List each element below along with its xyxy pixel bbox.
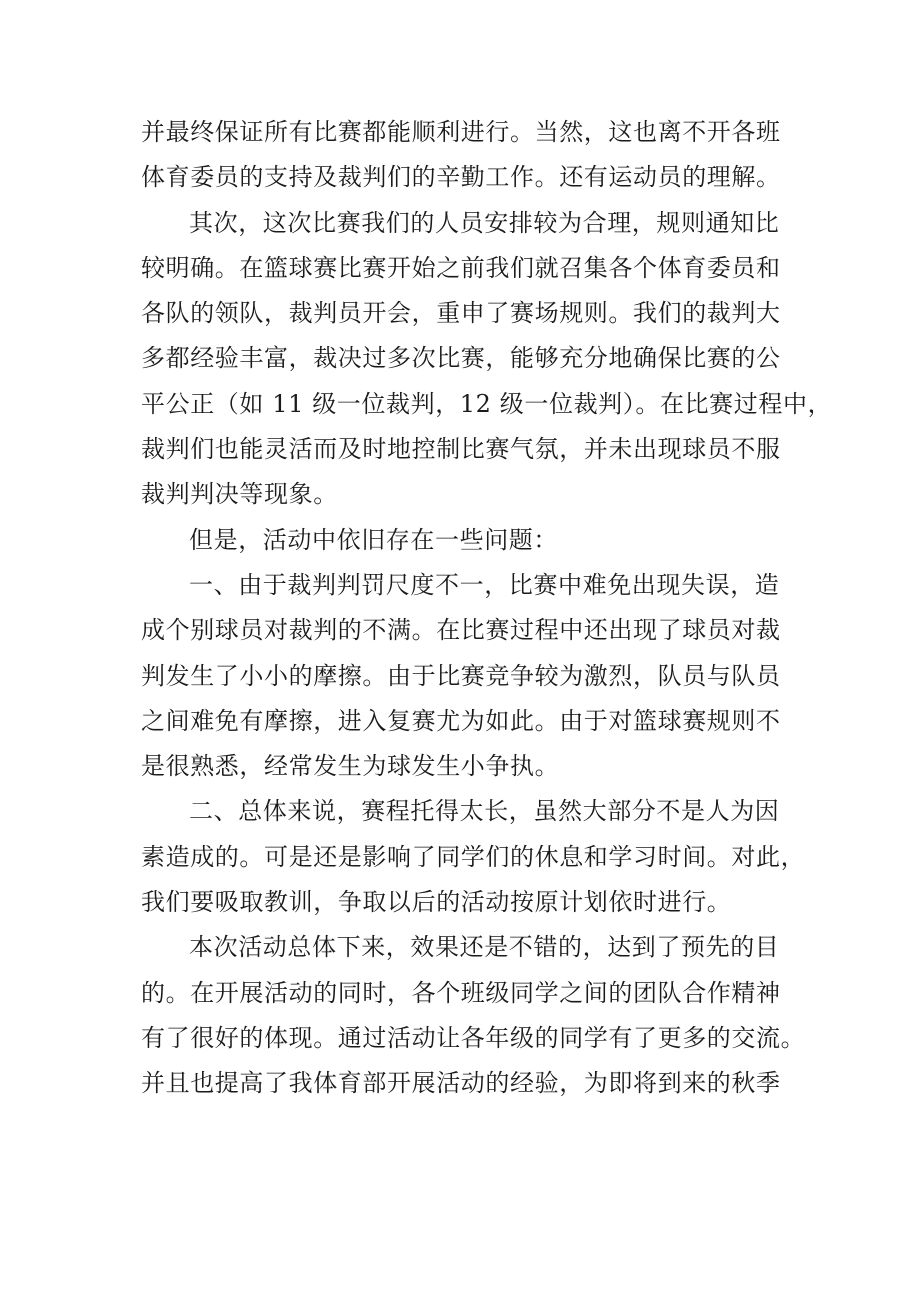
paragraph-line: 但是，活动中依旧存在一些问题：: [189, 525, 558, 554]
paragraph-line: 其次，这次比赛我们的人员安排较为合理，规则通知比: [189, 208, 780, 237]
paragraph-line: 并最终保证所有比赛都能顺利进行。当然，这也离不开各班: [141, 118, 781, 146]
paragraph-line: 素造成的。可是还是影响了同学们的休息和学习时间。对此，: [141, 842, 806, 871]
paragraph-line: 裁判们也能灵活而及时地控制比赛气氛，并未出现球员不服: [141, 435, 781, 464]
paragraph-line: 之间难免有摩擦，进入复赛尤为如此。由于对篮球赛规则不: [141, 706, 781, 735]
paragraph-line: 一、由于裁判判罚尺度不一，比赛中难免出现失误，造: [189, 570, 780, 599]
paragraph-line: 判发生了小小的摩擦。由于比赛竞争较为激烈，队员与队员: [141, 661, 781, 690]
paragraph-6: [141, 925, 806, 1106]
paragraph-line: 是很熟悉，经常发生为球发生小争执。: [141, 752, 560, 781]
paragraph-line: 二、总体来说，赛程托得太长，虽然大部分不是人为因: [189, 797, 780, 826]
paragraph-2: [141, 201, 833, 518]
paragraph-line: 我们要吸取教训，争取以后的活动按原计划依时进行。: [141, 888, 732, 917]
document-body: [141, 110, 833, 1107]
paragraph-5: [141, 789, 806, 925]
paragraph-line: 裁判判决等现象。: [141, 480, 338, 509]
paragraph-4: [141, 563, 781, 789]
paragraph-line: 较明确。在篮球赛比赛开始之前我们就召集各个体育委员和: [141, 253, 781, 282]
paragraph-line: 多都经验丰富，裁决过多次比赛，能够充分地确保比赛的公: [141, 344, 781, 373]
paragraph-line: 各队的领队，裁判员开会，重申了赛场规则。我们的裁判大: [141, 299, 781, 328]
paragraph-line: 有了很好的体现。通过活动让各年级的同学有了更多的交流。: [141, 1023, 806, 1052]
paragraph-3: [141, 518, 781, 563]
paragraph-line: 平公正（如 11 级一位裁判，12 级一位裁判）。在比赛过程中，: [141, 389, 833, 418]
paragraph-line: 并且也提高了我体育部开展活动的经验，为即将到来的秋季: [141, 1069, 781, 1098]
paragraph-1: [141, 110, 781, 201]
paragraph-line: 成个别球员对裁判的不满。在比赛过程中还出现了球员对裁: [141, 616, 781, 645]
paragraph-line: 体育委员的支持及裁判们的辛勤工作。还有运动员的理解。: [141, 163, 781, 192]
paragraph-line: 的。在开展活动的同时，各个班级同学之间的团队合作精神: [141, 978, 781, 1007]
paragraph-line: 本次活动总体下来，效果还是不错的，达到了预先的目: [189, 933, 780, 962]
